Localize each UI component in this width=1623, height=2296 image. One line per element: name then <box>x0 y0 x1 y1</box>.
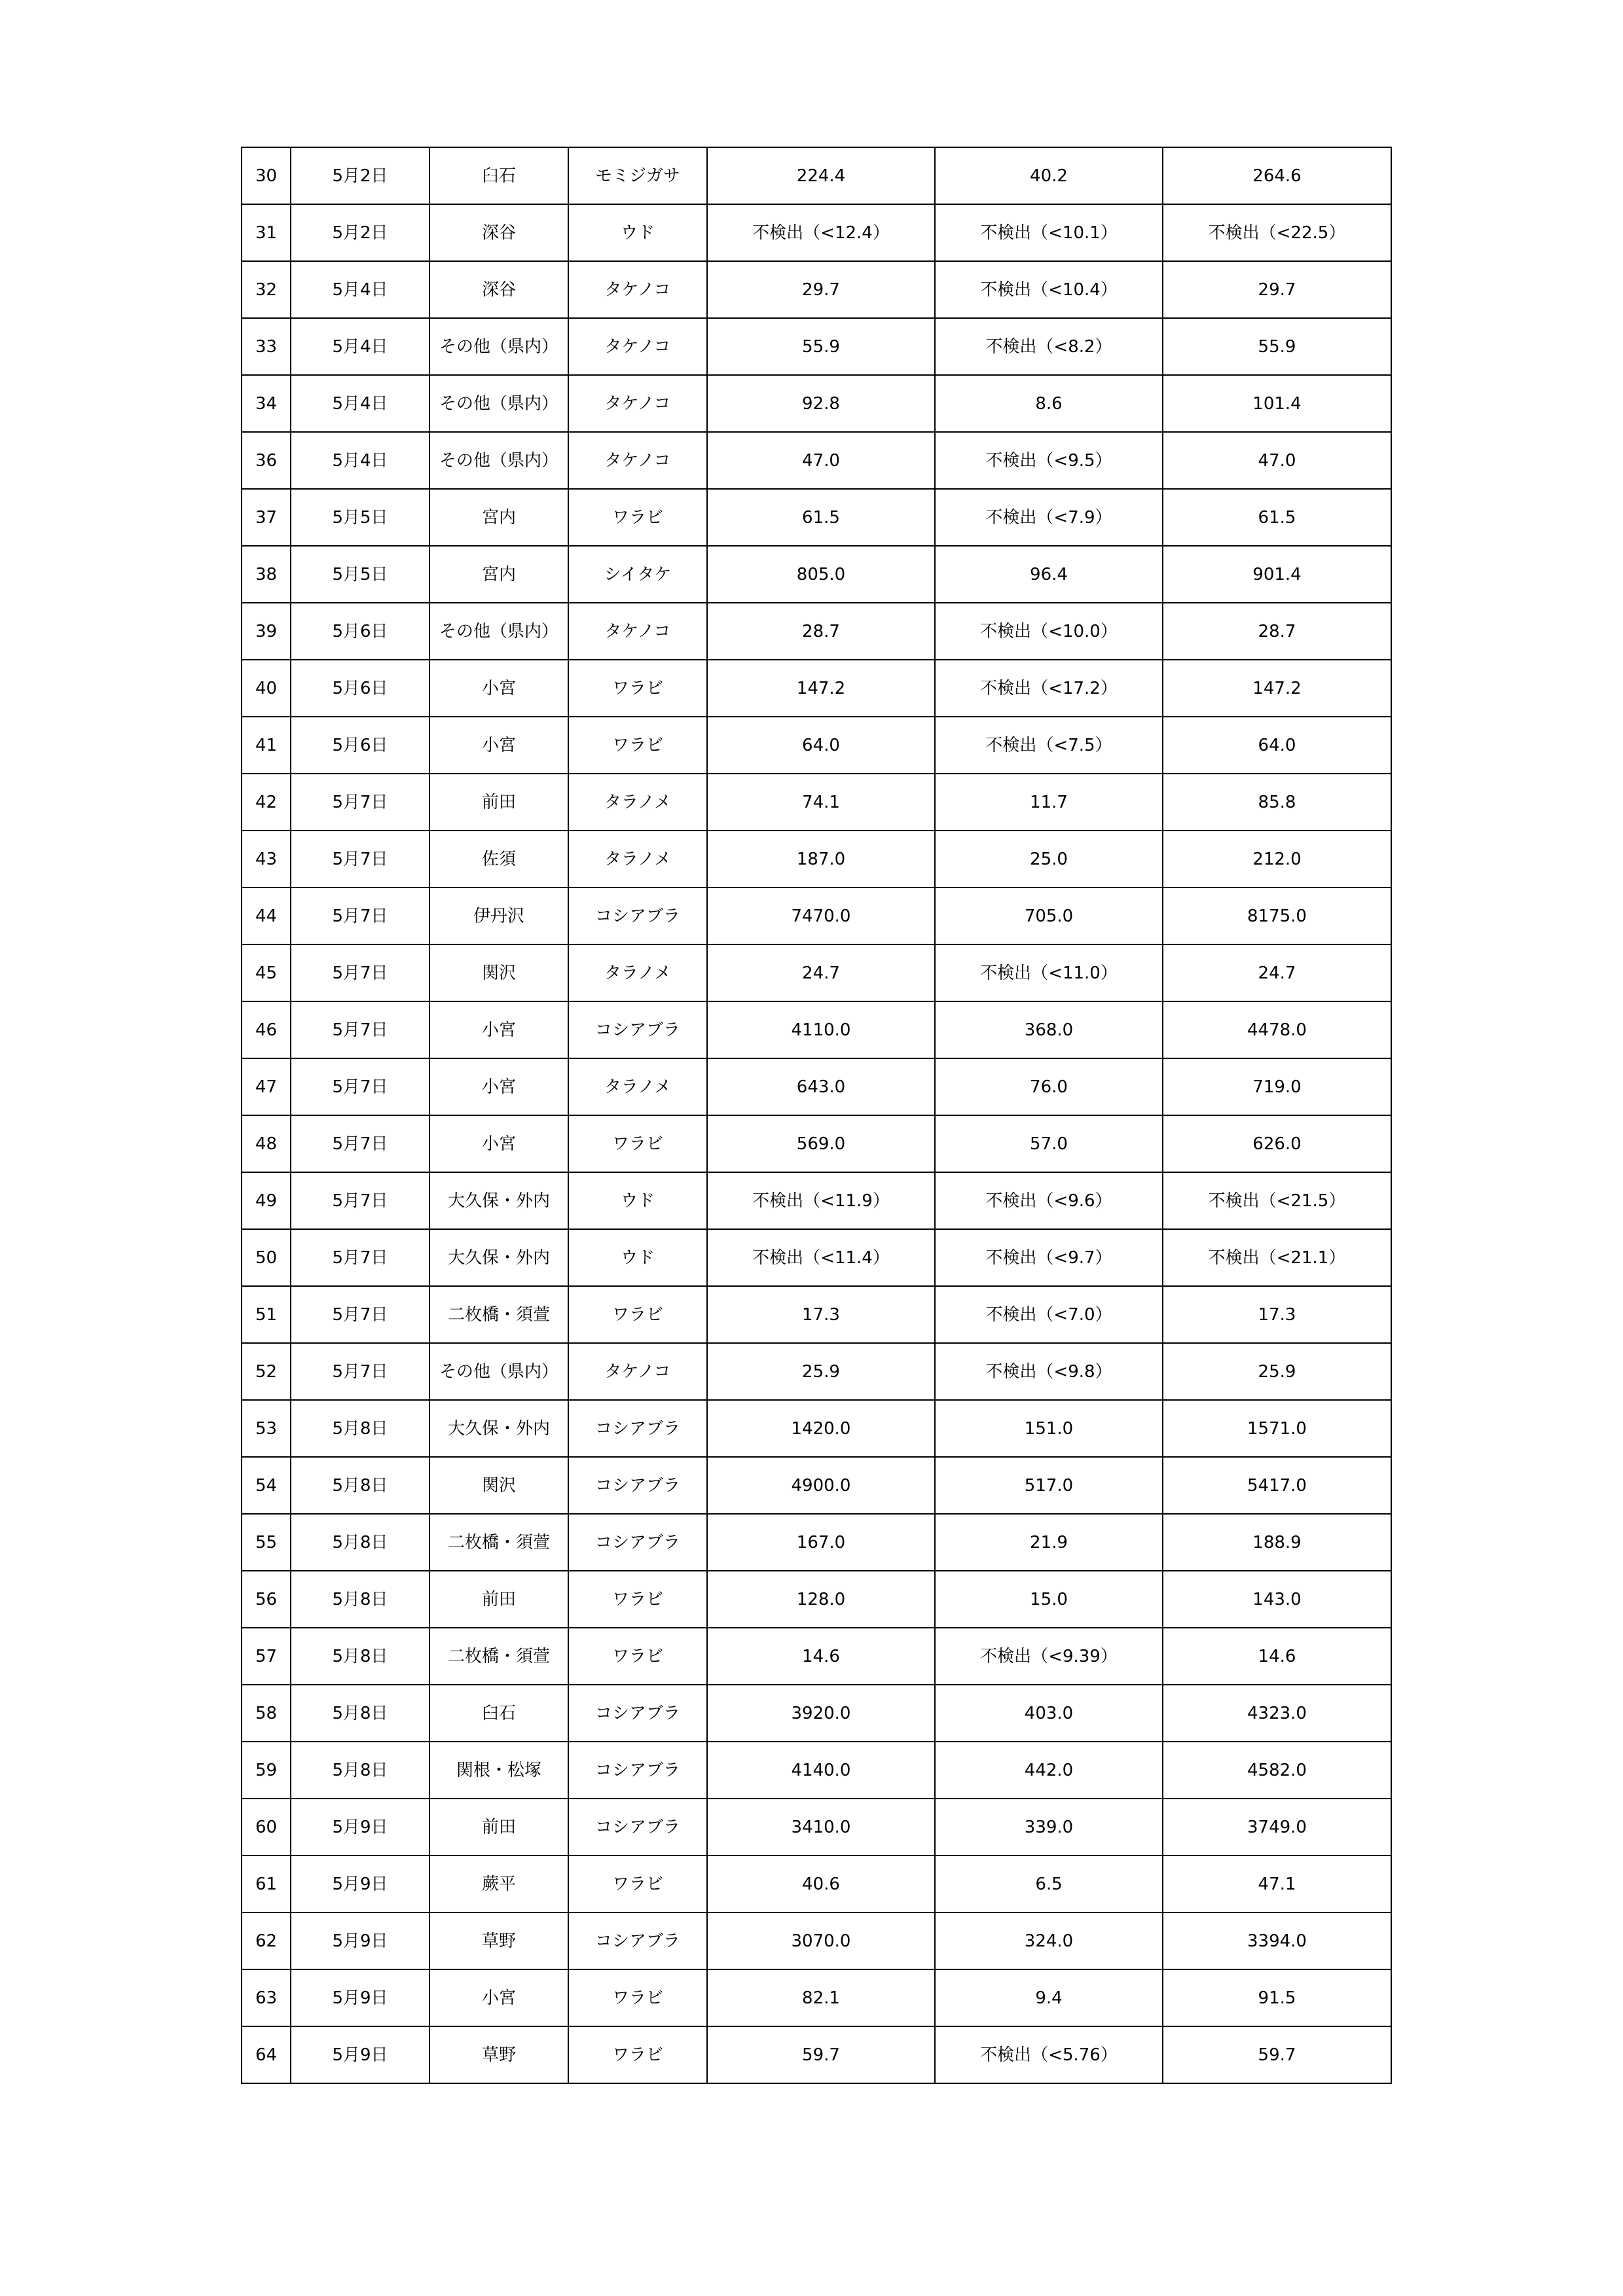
cell-location: 伊丹沢 <box>429 888 568 944</box>
results-table <box>241 147 1392 2084</box>
cell-cs137: 不検出（<7.9） <box>935 489 1163 546</box>
cell-total: 3394.0 <box>1163 1912 1391 1969</box>
cell-location: 大久保・外内 <box>429 1400 568 1457</box>
cell-item: コシアブラ <box>568 1742 707 1799</box>
cell-date: 5月9日 <box>291 2026 429 2083</box>
cell-cs137: 151.0 <box>935 1400 1163 1457</box>
cell-number: 45 <box>242 944 291 1001</box>
cell-cs137: 705.0 <box>935 888 1163 944</box>
cell-date: 5月8日 <box>291 1628 429 1685</box>
cell-number: 61 <box>242 1856 291 1912</box>
cell-total: 101.4 <box>1163 375 1391 432</box>
cell-cs134: 1420.0 <box>707 1400 935 1457</box>
cell-number: 52 <box>242 1343 291 1400</box>
cell-location: 小宮 <box>429 1058 568 1115</box>
cell-cs134: 47.0 <box>707 432 935 489</box>
cell-number: 36 <box>242 432 291 489</box>
cell-item: タラノメ <box>568 774 707 831</box>
cell-location: 草野 <box>429 2026 568 2083</box>
cell-total: 47.0 <box>1163 432 1391 489</box>
cell-item: タケノコ <box>568 261 707 318</box>
cell-total: 1571.0 <box>1163 1400 1391 1457</box>
table-row <box>242 2026 1391 2083</box>
cell-number: 57 <box>242 1628 291 1685</box>
cell-item: コシアブラ <box>568 1400 707 1457</box>
cell-cs137: 6.5 <box>935 1856 1163 1912</box>
cell-location: 小宮 <box>429 660 568 717</box>
cell-total: 5417.0 <box>1163 1457 1391 1514</box>
cell-cs137: 不検出（<9.39） <box>935 1628 1163 1685</box>
cell-location: 宮内 <box>429 489 568 546</box>
cell-number: 50 <box>242 1229 291 1286</box>
cell-item: タラノメ <box>568 831 707 888</box>
cell-date: 5月9日 <box>291 1912 429 1969</box>
cell-total: 55.9 <box>1163 318 1391 375</box>
table-row <box>242 1571 1391 1628</box>
cell-total: 61.5 <box>1163 489 1391 546</box>
cell-item: ウド <box>568 1229 707 1286</box>
table-row <box>242 774 1391 831</box>
table-row <box>242 660 1391 717</box>
cell-number: 33 <box>242 318 291 375</box>
cell-date: 5月4日 <box>291 432 429 489</box>
cell-number: 55 <box>242 1514 291 1571</box>
cell-cs137: 368.0 <box>935 1001 1163 1058</box>
cell-total: 212.0 <box>1163 831 1391 888</box>
cell-date: 5月7日 <box>291 944 429 1001</box>
cell-item: タケノコ <box>568 432 707 489</box>
cell-cs134: 不検出（<12.4） <box>707 204 935 261</box>
cell-cs134: 59.7 <box>707 2026 935 2083</box>
cell-number: 34 <box>242 375 291 432</box>
cell-cs134: 805.0 <box>707 546 935 603</box>
cell-cs134: 3920.0 <box>707 1685 935 1742</box>
cell-location: 大久保・外内 <box>429 1172 568 1229</box>
cell-date: 5月2日 <box>291 147 429 204</box>
cell-total: 不検出（<21.5） <box>1163 1172 1391 1229</box>
table-row <box>242 831 1391 888</box>
cell-date: 5月7日 <box>291 1343 429 1400</box>
cell-item: コシアブラ <box>568 1001 707 1058</box>
cell-item: ワラビ <box>568 1969 707 2026</box>
cell-location: 佐須 <box>429 831 568 888</box>
cell-date: 5月4日 <box>291 261 429 318</box>
cell-item: タラノメ <box>568 1058 707 1115</box>
cell-cs134: 569.0 <box>707 1115 935 1172</box>
cell-total: 8175.0 <box>1163 888 1391 944</box>
cell-total: 91.5 <box>1163 1969 1391 2026</box>
cell-date: 5月7日 <box>291 1172 429 1229</box>
cell-number: 44 <box>242 888 291 944</box>
cell-total: 143.0 <box>1163 1571 1391 1628</box>
cell-item: コシアブラ <box>568 1457 707 1514</box>
table-row <box>242 204 1391 261</box>
cell-item: コシアブラ <box>568 1912 707 1969</box>
cell-cs134: 61.5 <box>707 489 935 546</box>
cell-cs137: 不検出（<5.76） <box>935 2026 1163 2083</box>
cell-item: ワラビ <box>568 717 707 774</box>
table-row <box>242 1286 1391 1343</box>
cell-cs134: 167.0 <box>707 1514 935 1571</box>
cell-total: 901.4 <box>1163 546 1391 603</box>
cell-total: 719.0 <box>1163 1058 1391 1115</box>
cell-location: 関根・松塚 <box>429 1742 568 1799</box>
cell-date: 5月6日 <box>291 717 429 774</box>
cell-cs134: 不検出（<11.4） <box>707 1229 935 1286</box>
cell-item: コシアブラ <box>568 1685 707 1742</box>
table-row <box>242 1115 1391 1172</box>
cell-location: その他（県内） <box>429 318 568 375</box>
cell-item: ワラビ <box>568 1856 707 1912</box>
cell-cs134: 40.6 <box>707 1856 935 1912</box>
cell-item: コシアブラ <box>568 1799 707 1856</box>
cell-number: 39 <box>242 603 291 660</box>
cell-number: 37 <box>242 489 291 546</box>
cell-cs137: 不検出（<11.0） <box>935 944 1163 1001</box>
cell-cs137: 不検出（<9.8） <box>935 1343 1163 1400</box>
cell-total: 29.7 <box>1163 261 1391 318</box>
cell-total: 28.7 <box>1163 603 1391 660</box>
cell-date: 5月2日 <box>291 204 429 261</box>
cell-number: 49 <box>242 1172 291 1229</box>
cell-number: 53 <box>242 1400 291 1457</box>
cell-item: タケノコ <box>568 318 707 375</box>
cell-cs134: 4140.0 <box>707 1742 935 1799</box>
cell-cs137: 15.0 <box>935 1571 1163 1628</box>
cell-date: 5月7日 <box>291 1001 429 1058</box>
cell-number: 51 <box>242 1286 291 1343</box>
cell-cs134: 147.2 <box>707 660 935 717</box>
cell-location: 二枚橋・須萱 <box>429 1514 568 1571</box>
table-row <box>242 1514 1391 1571</box>
cell-location: 宮内 <box>429 546 568 603</box>
cell-item: タラノメ <box>568 944 707 1001</box>
table-row <box>242 432 1391 489</box>
cell-location: その他（県内） <box>429 432 568 489</box>
cell-date: 5月8日 <box>291 1742 429 1799</box>
cell-number: 32 <box>242 261 291 318</box>
table-row <box>242 1229 1391 1286</box>
cell-number: 42 <box>242 774 291 831</box>
cell-date: 5月8日 <box>291 1457 429 1514</box>
cell-date: 5月4日 <box>291 318 429 375</box>
table-row <box>242 1969 1391 2026</box>
cell-cs137: 21.9 <box>935 1514 1163 1571</box>
cell-date: 5月7日 <box>291 831 429 888</box>
table-row <box>242 1799 1391 1856</box>
cell-cs134: 14.6 <box>707 1628 935 1685</box>
table-row <box>242 1001 1391 1058</box>
table-row <box>242 1058 1391 1115</box>
cell-cs134: 187.0 <box>707 831 935 888</box>
cell-number: 43 <box>242 831 291 888</box>
cell-total: 4582.0 <box>1163 1742 1391 1799</box>
table-row <box>242 944 1391 1001</box>
cell-location: 関沢 <box>429 1457 568 1514</box>
cell-date: 5月7日 <box>291 774 429 831</box>
table-row <box>242 603 1391 660</box>
cell-cs137: 不検出（<9.5） <box>935 432 1163 489</box>
cell-cs134: 64.0 <box>707 717 935 774</box>
cell-cs137: 不検出（<10.4） <box>935 261 1163 318</box>
cell-cs134: 4900.0 <box>707 1457 935 1514</box>
table-row <box>242 1912 1391 1969</box>
cell-location: 前田 <box>429 774 568 831</box>
cell-cs137: 不検出（<8.2） <box>935 318 1163 375</box>
cell-cs137: 57.0 <box>935 1115 1163 1172</box>
table-row <box>242 1172 1391 1229</box>
cell-cs137: 不検出（<9.6） <box>935 1172 1163 1229</box>
table-row <box>242 1685 1391 1742</box>
table-row <box>242 1457 1391 1514</box>
cell-cs137: 403.0 <box>935 1685 1163 1742</box>
cell-cs137: 40.2 <box>935 147 1163 204</box>
cell-cs137: 不検出（<17.2） <box>935 660 1163 717</box>
cell-item: モミジガサ <box>568 147 707 204</box>
cell-total: 59.7 <box>1163 2026 1391 2083</box>
cell-date: 5月9日 <box>291 1969 429 2026</box>
cell-total: 14.6 <box>1163 1628 1391 1685</box>
cell-location: 臼石 <box>429 147 568 204</box>
cell-location: その他（県内） <box>429 603 568 660</box>
cell-total: 85.8 <box>1163 774 1391 831</box>
cell-cs134: 4110.0 <box>707 1001 935 1058</box>
cell-date: 5月7日 <box>291 1115 429 1172</box>
cell-total: 25.9 <box>1163 1343 1391 1400</box>
cell-number: 40 <box>242 660 291 717</box>
cell-date: 5月8日 <box>291 1400 429 1457</box>
cell-item: コシアブラ <box>568 888 707 944</box>
cell-total: 64.0 <box>1163 717 1391 774</box>
table-row <box>242 546 1391 603</box>
cell-item: ウド <box>568 204 707 261</box>
cell-total: 24.7 <box>1163 944 1391 1001</box>
cell-number: 31 <box>242 204 291 261</box>
cell-cs137: 517.0 <box>935 1457 1163 1514</box>
cell-item: タケノコ <box>568 375 707 432</box>
cell-location: 深谷 <box>429 204 568 261</box>
cell-total: 47.1 <box>1163 1856 1391 1912</box>
cell-item: ワラビ <box>568 2026 707 2083</box>
cell-date: 5月6日 <box>291 660 429 717</box>
cell-location: その他（県内） <box>429 1343 568 1400</box>
table-row <box>242 489 1391 546</box>
cell-number: 64 <box>242 2026 291 2083</box>
cell-item: ワラビ <box>568 1115 707 1172</box>
cell-date: 5月7日 <box>291 1229 429 1286</box>
cell-total: 264.6 <box>1163 147 1391 204</box>
cell-cs134: 25.9 <box>707 1343 935 1400</box>
cell-location: 臼石 <box>429 1685 568 1742</box>
cell-location: 草野 <box>429 1912 568 1969</box>
cell-number: 63 <box>242 1969 291 2026</box>
cell-item: ワラビ <box>568 660 707 717</box>
cell-total: 188.9 <box>1163 1514 1391 1571</box>
cell-date: 5月9日 <box>291 1856 429 1912</box>
table-row <box>242 318 1391 375</box>
cell-cs134: 128.0 <box>707 1571 935 1628</box>
cell-item: タケノコ <box>568 603 707 660</box>
cell-location: 小宮 <box>429 1115 568 1172</box>
cell-date: 5月8日 <box>291 1571 429 1628</box>
cell-location: その他（県内） <box>429 375 568 432</box>
table-row <box>242 1742 1391 1799</box>
cell-location: 蕨平 <box>429 1856 568 1912</box>
cell-item: コシアブラ <box>568 1514 707 1571</box>
cell-number: 56 <box>242 1571 291 1628</box>
cell-date: 5月7日 <box>291 888 429 944</box>
cell-date: 5月6日 <box>291 603 429 660</box>
cell-location: 二枚橋・須萱 <box>429 1628 568 1685</box>
cell-location: 前田 <box>429 1571 568 1628</box>
cell-cs134: 74.1 <box>707 774 935 831</box>
cell-cs137: 不検出（<10.0） <box>935 603 1163 660</box>
cell-date: 5月5日 <box>291 489 429 546</box>
cell-number: 30 <box>242 147 291 204</box>
table-row <box>242 147 1391 204</box>
cell-total: 3749.0 <box>1163 1799 1391 1856</box>
cell-total: 4478.0 <box>1163 1001 1391 1058</box>
cell-item: ワラビ <box>568 1286 707 1343</box>
table-row <box>242 1343 1391 1400</box>
cell-number: 59 <box>242 1742 291 1799</box>
cell-date: 5月5日 <box>291 546 429 603</box>
cell-cs137: 不検出（<9.7） <box>935 1229 1163 1286</box>
cell-total: 626.0 <box>1163 1115 1391 1172</box>
cell-cs134: 224.4 <box>707 147 935 204</box>
cell-item: ワラビ <box>568 1571 707 1628</box>
cell-total: 17.3 <box>1163 1286 1391 1343</box>
cell-cs134: 28.7 <box>707 603 935 660</box>
cell-cs134: 3410.0 <box>707 1799 935 1856</box>
cell-item: ワラビ <box>568 489 707 546</box>
table-row <box>242 888 1391 944</box>
cell-date: 5月7日 <box>291 1286 429 1343</box>
cell-item: タケノコ <box>568 1343 707 1400</box>
cell-number: 38 <box>242 546 291 603</box>
table-row <box>242 375 1391 432</box>
cell-cs137: 25.0 <box>935 831 1163 888</box>
table-row <box>242 1400 1391 1457</box>
table-row <box>242 1628 1391 1685</box>
cell-total: 不検出（<21.1） <box>1163 1229 1391 1286</box>
cell-item: シイタケ <box>568 546 707 603</box>
cell-date: 5月4日 <box>291 375 429 432</box>
cell-total: 147.2 <box>1163 660 1391 717</box>
cell-cs137: 324.0 <box>935 1912 1163 1969</box>
table-body <box>242 147 1391 2083</box>
cell-cs137: 不検出（<7.0） <box>935 1286 1163 1343</box>
cell-date: 5月9日 <box>291 1799 429 1856</box>
table-row <box>242 261 1391 318</box>
cell-cs134: 不検出（<11.9） <box>707 1172 935 1229</box>
cell-location: 小宮 <box>429 1969 568 2026</box>
cell-cs134: 82.1 <box>707 1969 935 2026</box>
cell-number: 60 <box>242 1799 291 1856</box>
table-row <box>242 717 1391 774</box>
cell-number: 58 <box>242 1685 291 1742</box>
cell-item: ワラビ <box>568 1628 707 1685</box>
cell-cs137: 339.0 <box>935 1799 1163 1856</box>
cell-location: 関沢 <box>429 944 568 1001</box>
cell-number: 48 <box>242 1115 291 1172</box>
cell-cs137: 不検出（<10.1） <box>935 204 1163 261</box>
cell-item: ウド <box>568 1172 707 1229</box>
cell-number: 47 <box>242 1058 291 1115</box>
cell-cs137: 76.0 <box>935 1058 1163 1115</box>
cell-total: 4323.0 <box>1163 1685 1391 1742</box>
cell-number: 62 <box>242 1912 291 1969</box>
cell-cs134: 55.9 <box>707 318 935 375</box>
cell-location: 二枚橋・須萱 <box>429 1286 568 1343</box>
cell-cs137: 8.6 <box>935 375 1163 432</box>
cell-cs134: 643.0 <box>707 1058 935 1115</box>
table-row <box>242 1856 1391 1912</box>
cell-number: 46 <box>242 1001 291 1058</box>
cell-location: 小宮 <box>429 717 568 774</box>
cell-location: 小宮 <box>429 1001 568 1058</box>
cell-date: 5月7日 <box>291 1058 429 1115</box>
cell-cs137: 442.0 <box>935 1742 1163 1799</box>
cell-cs137: 9.4 <box>935 1969 1163 2026</box>
cell-number: 41 <box>242 717 291 774</box>
cell-cs134: 24.7 <box>707 944 935 1001</box>
cell-cs137: 96.4 <box>935 546 1163 603</box>
cell-location: 前田 <box>429 1799 568 1856</box>
cell-cs134: 7470.0 <box>707 888 935 944</box>
cell-number: 54 <box>242 1457 291 1514</box>
cell-cs134: 17.3 <box>707 1286 935 1343</box>
cell-cs137: 不検出（<7.5） <box>935 717 1163 774</box>
cell-total: 不検出（<22.5） <box>1163 204 1391 261</box>
cell-cs134: 92.8 <box>707 375 935 432</box>
cell-location: 深谷 <box>429 261 568 318</box>
cell-cs134: 3070.0 <box>707 1912 935 1969</box>
cell-location: 大久保・外内 <box>429 1229 568 1286</box>
cell-date: 5月8日 <box>291 1514 429 1571</box>
cell-date: 5月8日 <box>291 1685 429 1742</box>
cell-cs137: 11.7 <box>935 774 1163 831</box>
cell-cs134: 29.7 <box>707 261 935 318</box>
